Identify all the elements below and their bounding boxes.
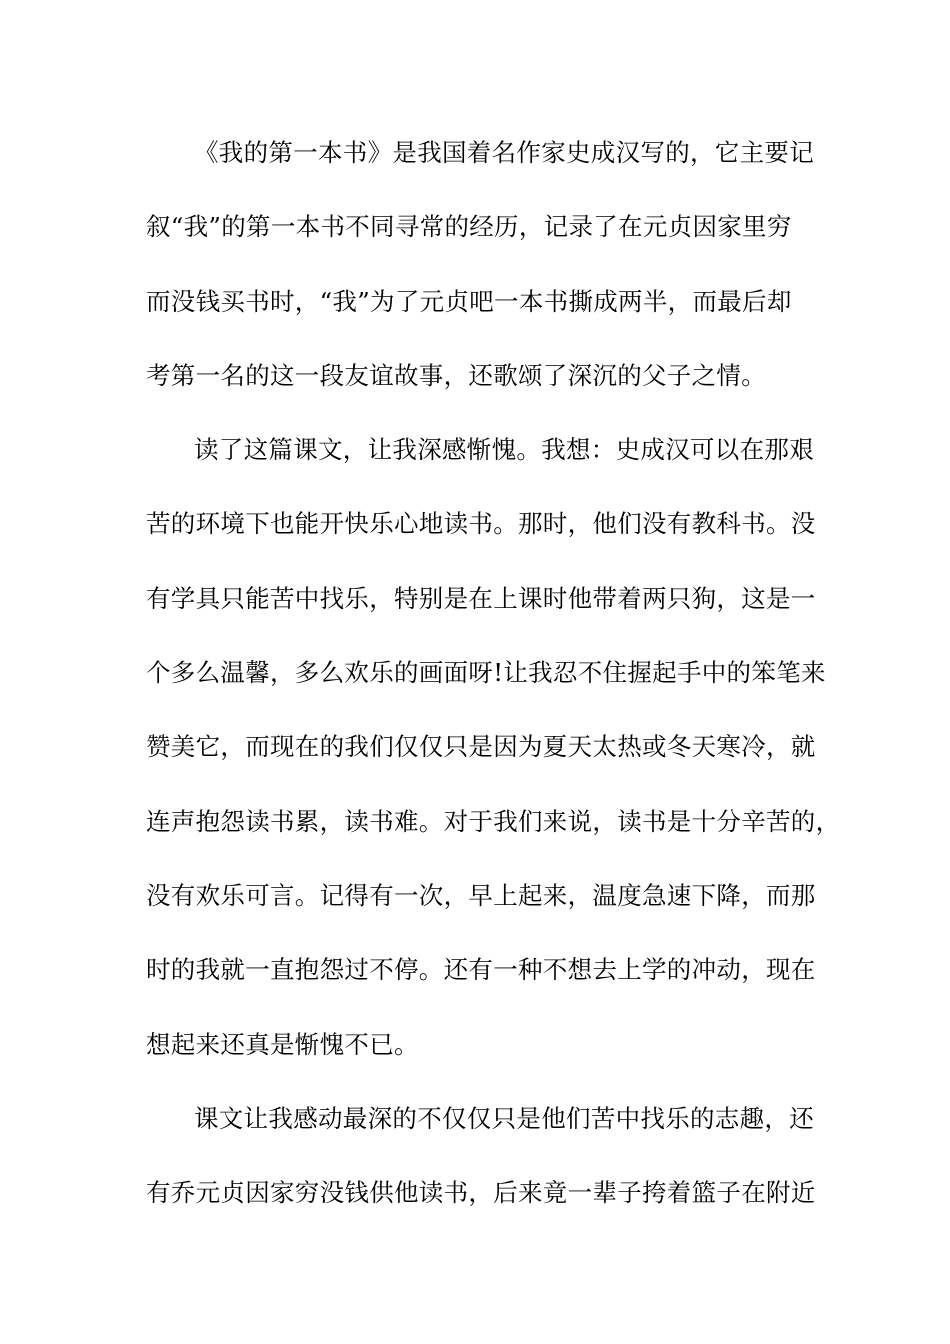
text-line: 考第一名的这一段友谊故事，还歌颂了深沉的父子之情。 <box>146 360 766 390</box>
text-line: 而没钱买书时，“我”为了元贞吧一本书撕成两半，而最后却 <box>146 286 792 316</box>
text-line: 想起来还真是惭愧不已。 <box>146 1029 419 1059</box>
text-line: 赞美它，而现在的我们仅仅只是因为夏天太热或冬天寒冷，就 <box>146 732 816 762</box>
text-line: 有乔元贞因家穷没钱供他读书，后来竟一辈子挎着篮子在附近 <box>146 1178 816 1208</box>
text-line: 有学具只能苦中找乐，特别是在上课时他带着两只狗，这是一 <box>146 583 816 613</box>
text-line: 时的我就一直抱怨过不停。还有一种不想去上学的冲动，现在 <box>146 955 816 985</box>
text-line-paragraph-2-start: 读了这篇课文，让我深感惭愧。我想：史成汉可以在那艰 <box>194 435 814 465</box>
text-line: 苦的环境下也能开快乐心地读书。那时，他们没有教科书。没 <box>146 509 816 539</box>
body-text <box>146 128 841 1242</box>
text-line-paragraph-3-start: 课文让我感动最深的不仅仅只是他们苦中找乐的志趣，还 <box>194 1103 814 1133</box>
text-line: 连声抱怨读书累，读书难。对于我们来说，读书是十分辛苦的， <box>146 806 841 836</box>
text-line-paragraph-1-start: 《我的第一本书》是我国着名作家史成汉写的，它主要记 <box>194 138 814 167</box>
text-line: 叙“我”的第一本书不同寻常的经历，记录了在元贞因家里穷 <box>146 212 792 242</box>
text-line: 个多么温馨，多么欢乐的画面呀!让我忍不住握起手中的笨笔来 <box>146 658 826 688</box>
text-line: 没有欢乐可言。记得有一次，早上起来，温度急速下降，而那 <box>146 880 816 910</box>
